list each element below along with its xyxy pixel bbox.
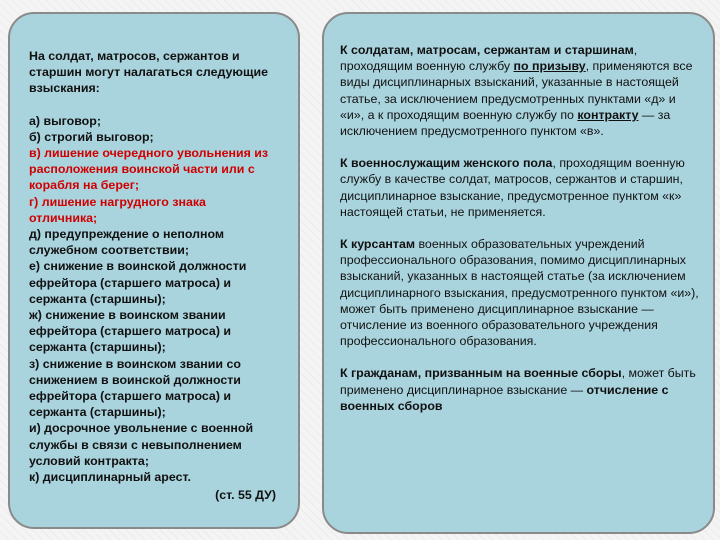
- paragraph-female-servicemembers: К военнослужащим женского пола, проходящим военную службу в качестве солдат, матросов, сержантов и старшин, дисциплинарное взыскание, предусмотренное пунктом «к» настоящей статьи, не применяется.: [340, 156, 685, 219]
- paragraph-conscripts-lead: К солдатам, матросам, сержантам и старшинам: [340, 43, 634, 57]
- penalty-item-e: е) снижение в воинской должности ефрейтора (старшего матроса) и сержанта (старшины);: [29, 259, 247, 306]
- paragraph-conscripts: К солдатам, матросам, сержантам и старшинам, проходящим военную службу по призыву, применяются все виды дисциплинарных взысканий, указанные в настоящей статье, за исключением предусмотренных пунктами «д» и «и», а к проходящим военную службу по контракту — за исключением предусмотренного пунктом «в».: [340, 43, 693, 139]
- paragraph-cadets: К курсантам военных образовательных учреждений профессионального образования, помимо дисциплинарных взысканий, указанных в настоящей статье (за исключением дисциплинарного взыскания, предусмотренного пунктом «и»), может быть применено дисциплинарное взыскание — отчисление из военного образовательного учреждения профессионального образования.: [340, 237, 699, 349]
- term-by-contract: контракту: [577, 107, 639, 122]
- penalty-item-d: д) предупреждение о неполном служебном соответствии;: [29, 227, 225, 258]
- penalty-item-v: в) лишение очередного увольнения из расположения воинской части или с корабля на берег;: [29, 146, 269, 193]
- penalties-list: [29, 48, 276, 503]
- penalties-intro: На солдат, матросов, сержантов и старшин могут налагаться следующие взыскания:: [29, 49, 268, 96]
- penalty-item-i: и) досрочное увольнение с военной службы в связи с невыполнением условий контракта;: [29, 421, 254, 468]
- penalty-item-b: б) строгий выговор;: [29, 129, 154, 144]
- term-by-conscription: по призыву: [513, 59, 586, 74]
- penalty-item-zh: ж) снижение в воинском звании ефрейтора (старшего матроса) и сержанта (старшины);: [29, 308, 232, 355]
- penalty-item-a: а) выговор;: [29, 113, 101, 128]
- penalty-item-z: з) снижение в воинском звании со снижением в воинской должности ефрейтора (старшего матроса) и сержанта (старшины);: [29, 356, 241, 420]
- exceptions-text: [340, 42, 701, 414]
- left-panel-penalties-list: [8, 12, 300, 529]
- paragraph-reservists-lead: К гражданам, призванным на военные сборы: [340, 366, 622, 381]
- penalty-item-k: к) дисциплинарный арест.: [29, 470, 191, 485]
- paragraph-cadets-lead: К курсантам: [340, 237, 416, 252]
- term-expulsion-from-training: отчисление с военных сборов: [340, 382, 669, 413]
- right-panel-exceptions: [322, 12, 715, 534]
- paragraph-female-lead: К военнослужащим женского пола: [340, 156, 553, 171]
- paragraph-reservists: К гражданам, призванным на военные сборы, может быть применено дисциплинарное взыскание — отчисление с военных сборов: [340, 366, 696, 413]
- penalty-item-g: г) лишение нагрудного знака отличника;: [29, 194, 206, 225]
- citation: (ст. 55 ДУ): [215, 488, 276, 503]
